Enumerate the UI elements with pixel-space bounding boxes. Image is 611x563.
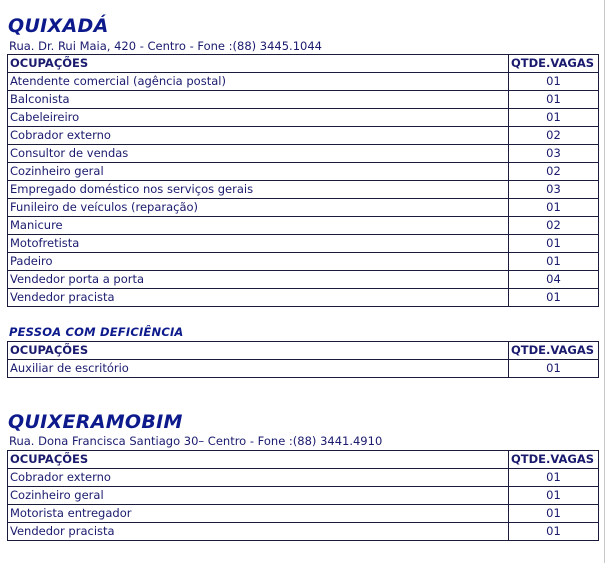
city-title-quixada: QUIXADÁ bbox=[8, 15, 109, 37]
vacancies-cell: 03 bbox=[509, 181, 599, 199]
table-row bbox=[8, 91, 599, 109]
occupation-cell: Vendedor pracista bbox=[8, 289, 509, 307]
table-row bbox=[8, 235, 599, 253]
pcd-heading-quixada: PESSOA COM DEFICIÊNCIA bbox=[9, 325, 184, 339]
vacancies-cell: 02 bbox=[509, 127, 599, 145]
pcd-jobs-table-quixada bbox=[7, 341, 599, 378]
table-row bbox=[8, 360, 599, 378]
vacancies-cell: 03 bbox=[509, 145, 599, 163]
vacancies-cell: 01 bbox=[509, 253, 599, 271]
table-header-row bbox=[8, 342, 599, 360]
occupation-column-header: OCUPAÇÕES bbox=[8, 451, 509, 469]
vacancies-cell: 01 bbox=[509, 523, 599, 541]
table-row bbox=[8, 145, 599, 163]
vacancies-cell: 01 bbox=[509, 289, 599, 307]
occupation-cell: Vendedor pracista bbox=[8, 523, 509, 541]
vacancies-column-header: QTDE.VAGAS bbox=[509, 451, 599, 469]
vacancies-cell: 04 bbox=[509, 271, 599, 289]
vacancies-cell: 01 bbox=[509, 235, 599, 253]
occupation-cell: Manicure bbox=[8, 217, 509, 235]
vacancies-cell: 01 bbox=[509, 73, 599, 91]
address-quixeramobim: Rua. Dona Francisca Santiago 30– Centro - Fone :(88) 3441.4910 bbox=[9, 434, 383, 448]
occupation-column-header: OCUPAÇÕES bbox=[8, 342, 509, 360]
table-header-row bbox=[8, 451, 599, 469]
vacancies-cell: 01 bbox=[509, 360, 599, 378]
occupation-cell: Balconista bbox=[8, 91, 509, 109]
occupation-cell: Empregado doméstico nos serviços gerais bbox=[8, 181, 509, 199]
table-row bbox=[8, 181, 599, 199]
city-title-quixeramobim: QUIXERAMOBIM bbox=[8, 411, 183, 433]
table-row bbox=[8, 487, 599, 505]
vacancies-cell: 01 bbox=[509, 487, 599, 505]
table-row bbox=[8, 469, 599, 487]
vacancies-cell: 01 bbox=[509, 505, 599, 523]
vacancies-cell: 02 bbox=[509, 217, 599, 235]
vacancies-cell: 01 bbox=[509, 91, 599, 109]
jobs-table-quixada bbox=[7, 54, 599, 307]
occupation-cell: Consultor de vendas bbox=[8, 145, 509, 163]
table-row bbox=[8, 217, 599, 235]
page-edge-divider bbox=[604, 0, 605, 563]
occupation-cell: Padeiro bbox=[8, 253, 509, 271]
occupation-cell: Cobrador externo bbox=[8, 127, 509, 145]
table-row bbox=[8, 199, 599, 217]
vacancies-cell: 01 bbox=[509, 109, 599, 127]
occupation-cell: Motorista entregador bbox=[8, 505, 509, 523]
occupation-cell: Vendedor porta a porta bbox=[8, 271, 509, 289]
table-row bbox=[8, 163, 599, 181]
table-row bbox=[8, 505, 599, 523]
occupation-cell: Atendente comercial (agência postal) bbox=[8, 73, 509, 91]
occupation-cell: Cobrador externo bbox=[8, 469, 509, 487]
occupation-cell: Funileiro de veículos (reparação) bbox=[8, 199, 509, 217]
occupation-cell: Cozinheiro geral bbox=[8, 487, 509, 505]
occupation-cell: Auxiliar de escritório bbox=[8, 360, 509, 378]
occupation-cell: Cozinheiro geral bbox=[8, 163, 509, 181]
table-header-row bbox=[8, 55, 599, 73]
vacancies-column-header: QTDE.VAGAS bbox=[509, 55, 599, 73]
occupation-column-header: OCUPAÇÕES bbox=[8, 55, 509, 73]
table-row bbox=[8, 289, 599, 307]
table-row bbox=[8, 271, 599, 289]
table-row bbox=[8, 109, 599, 127]
address-quixada: Rua. Dr. Rui Maia, 420 - Centro - Fone :(88) 3445.1044 bbox=[9, 39, 322, 53]
table-row bbox=[8, 253, 599, 271]
vacancies-cell: 02 bbox=[509, 163, 599, 181]
table-row bbox=[8, 523, 599, 541]
table-row bbox=[8, 73, 599, 91]
vacancies-cell: 01 bbox=[509, 469, 599, 487]
vacancies-cell: 01 bbox=[509, 199, 599, 217]
occupation-cell: Motofretista bbox=[8, 235, 509, 253]
vacancies-column-header: QTDE.VAGAS bbox=[509, 342, 599, 360]
table-row bbox=[8, 127, 599, 145]
occupation-cell: Cabeleireiro bbox=[8, 109, 509, 127]
jobs-table-quixeramobim bbox=[7, 450, 599, 541]
